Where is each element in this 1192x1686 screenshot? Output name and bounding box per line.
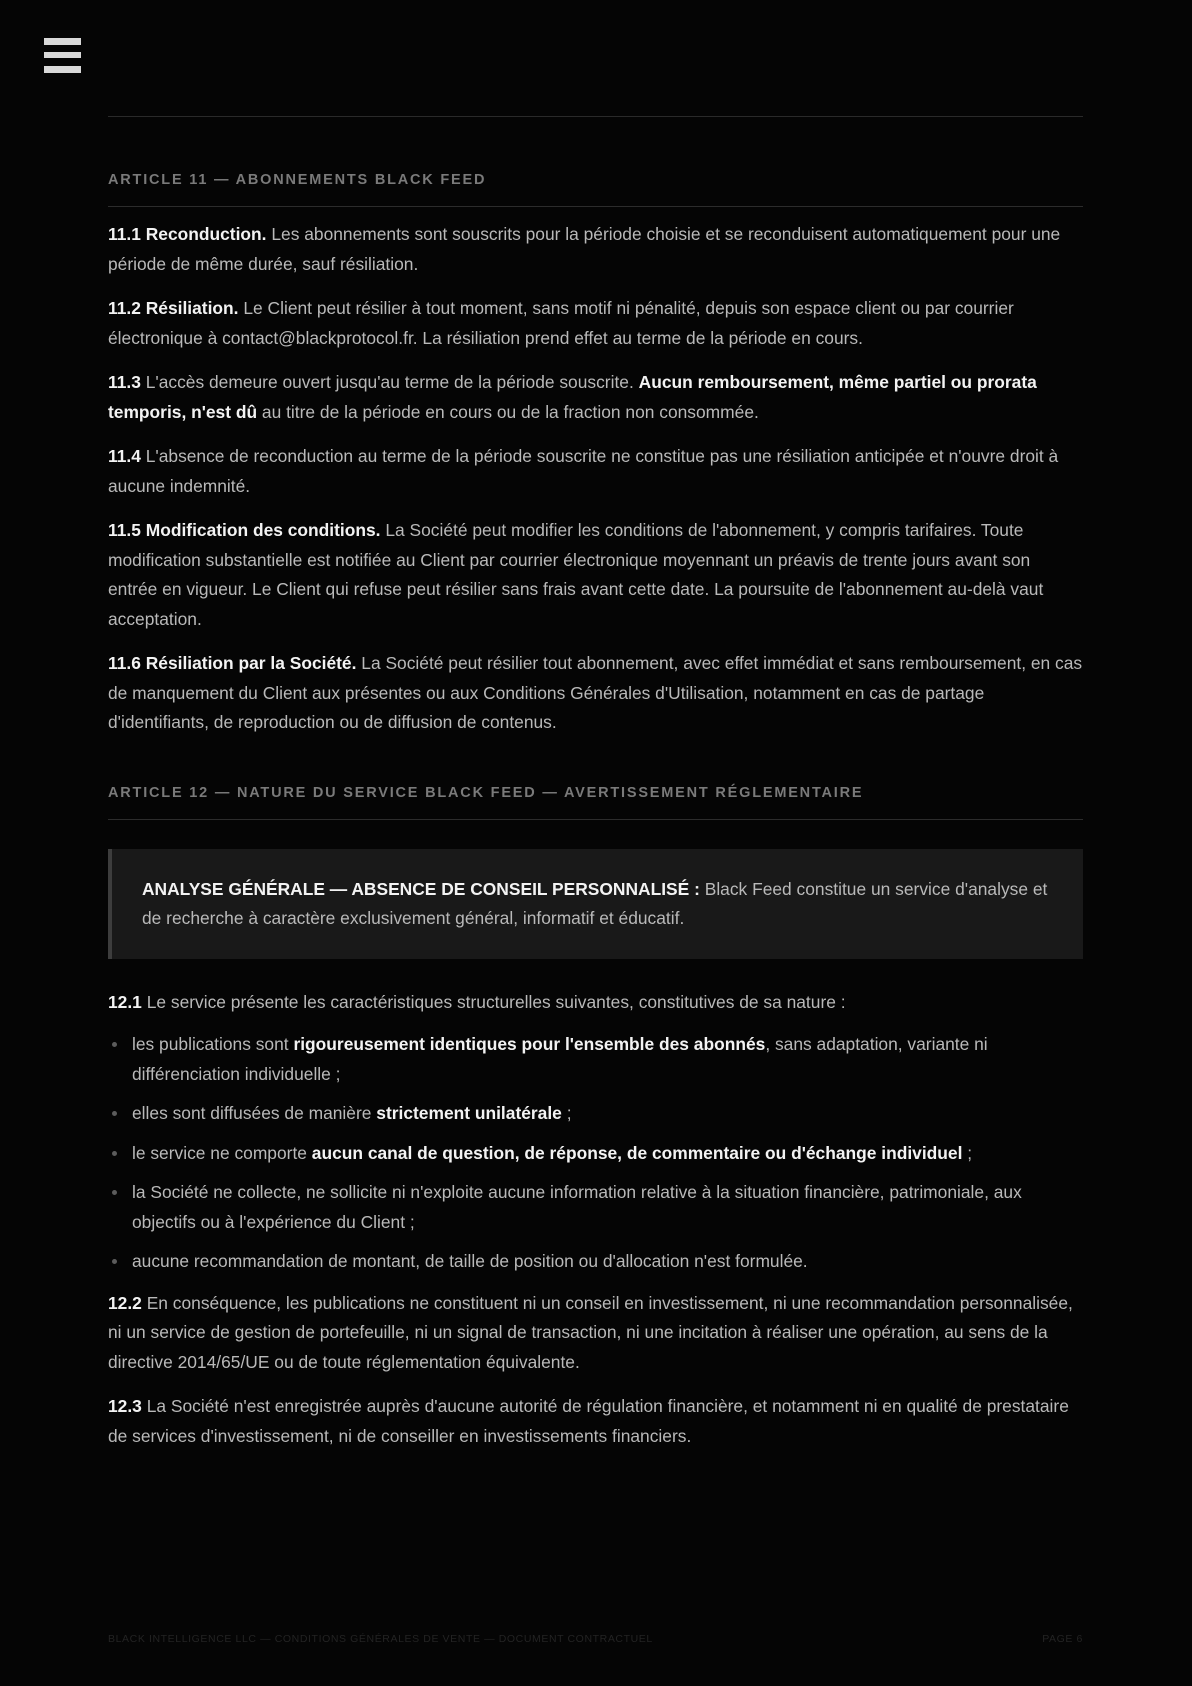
clause-11-5 bbox=[108, 516, 1083, 634]
clause-11-1 bbox=[108, 220, 1083, 279]
warning-callout bbox=[108, 849, 1083, 959]
list-item: le service ne comporte aucun canal de question, de réponse, de commentaire ou d'échange individuel ; bbox=[108, 1139, 1083, 1169]
menu-bar bbox=[44, 38, 81, 45]
clause-number: 12.3 bbox=[108, 1396, 142, 1416]
article-11-heading: ARTICLE 11 — ABONNEMENTS BLACK FEED bbox=[108, 172, 1083, 207]
clause-11-3 bbox=[108, 368, 1083, 427]
clause-emphasis: Aucun remboursement, même partiel ou prorata temporis, n'est dû bbox=[108, 372, 1037, 422]
clause-12-3 bbox=[108, 1392, 1083, 1451]
clause-12-2 bbox=[108, 1289, 1083, 1378]
clause-number: 11.6 bbox=[108, 653, 141, 673]
clause-text: La Société n'est enregistrée auprès d'aucune autorité de régulation financière, et notamment ni en qualité de prestataire de services d'investissement, ni de conseiller en investissements financiers. bbox=[108, 1396, 1069, 1446]
clause-title: Reconduction. bbox=[145, 224, 267, 244]
clause-text: Le service présente les caractéristiques structurelles suivantes, constitutives de sa nature : bbox=[146, 991, 846, 1012]
clause-number: 12.1 bbox=[108, 991, 142, 1012]
clause-12-1 bbox=[108, 988, 1083, 1018]
clause-title: Résiliation. bbox=[145, 298, 239, 318]
clause-text: L'absence de reconduction au terme de la période souscrite ne constitue pas une résiliation anticipée et n'ouvre droit à aucune indemnité. bbox=[108, 446, 1059, 496]
clause-number: 11.2 bbox=[108, 298, 141, 318]
article-12-heading: ARTICLE 12 — NATURE DU SERVICE BLACK FEED — AVERTISSEMENT RÉGLEMENTAIRE bbox=[108, 785, 1083, 820]
callout-title: ANALYSE GÉNÉRALE — ABSENCE DE CONSEIL PERSONNALISÉ : bbox=[142, 878, 700, 899]
clause-text: Les abonnements sont souscrits pour la période choisie et se reconduisent automatiquement pour une période de même durée, sauf résiliation. bbox=[108, 224, 1061, 274]
clause-title: Résiliation par la Société. bbox=[145, 653, 357, 673]
footer-page-number: PAGE 6 bbox=[1042, 1633, 1083, 1645]
clause-text: La Société peut modifier les conditions de l'abonnement, y compris tarifaires. Toute modification substantielle est notifiée au Client par courrier électronique moyennant un préavis de trente jours avant son entrée en vigueur. Le Client qui refuse peut résilier sans frais avant cette date. La poursuite de l'abonnement au-delà vaut acceptation. bbox=[108, 520, 1044, 629]
clause-number: 11.5 bbox=[108, 520, 141, 540]
clause-number: 12.2 bbox=[108, 1292, 142, 1313]
clause-text: L'accès demeure ouvert jusqu'au terme de la période souscrite. bbox=[145, 372, 634, 392]
document-body bbox=[108, 116, 1083, 1451]
bullet-icon bbox=[112, 1111, 117, 1116]
callout-text: Black Feed constitue un service d'analyse et de recherche à caractère exclusivement général, informatif et éducatif. bbox=[142, 878, 1048, 928]
clause-number: 11.4 bbox=[108, 446, 141, 466]
clause-11-2 bbox=[108, 294, 1083, 353]
footer-document-label: BLACK INTELLIGENCE LLC — CONDITIONS GÉNÉRALES DE VENTE — DOCUMENT CONTRACTUEL bbox=[108, 1633, 653, 1645]
menu-bar bbox=[44, 66, 81, 73]
clause-text: En conséquence, les publications ne constituent ni un conseil en investissement, ni une recommandation personnalisée, ni un service de gestion de portefeuille, ni un signal de transaction, ni une incitation à réaliser une opération, au sens de la directive 2014/65/UE ou de toute réglementation équivalente. bbox=[108, 1292, 1073, 1372]
hamburger-menu-icon[interactable] bbox=[44, 38, 81, 74]
clause-number: 11.3 bbox=[108, 372, 141, 392]
characteristics-list bbox=[108, 1030, 1083, 1277]
clause-text: au titre de la période en cours ou de la fraction non consommée. bbox=[261, 401, 759, 422]
menu-bar bbox=[44, 52, 81, 58]
clause-text: Le Client peut résilier à tout moment, sans motif ni pénalité, depuis son espace client ou par courrier électronique à contact@blackprotocol.fr. La résiliation prend effet au terme de la période en cours. bbox=[108, 298, 1014, 348]
list-item: aucune recommandation de montant, de taille de position ou d'allocation n'est formulée. bbox=[108, 1247, 1083, 1277]
bullet-icon bbox=[112, 1259, 117, 1264]
bullet-icon bbox=[112, 1190, 117, 1195]
list-item: la Société ne collecte, ne sollicite ni n'exploite aucune information relative à la situation financière, patrimoniale, aux objectifs ou à l'expérience du Client ; bbox=[108, 1178, 1083, 1237]
clause-11-4 bbox=[108, 442, 1083, 501]
bullet-icon bbox=[112, 1042, 117, 1047]
top-divider bbox=[108, 116, 1083, 117]
list-item: les publications sont rigoureusement identiques pour l'ensemble des abonnés, sans adaptation, variante ni différenciation individuelle ; bbox=[108, 1030, 1083, 1089]
clause-11-6 bbox=[108, 649, 1083, 738]
bullet-icon bbox=[112, 1151, 117, 1156]
clause-title: Modification des conditions. bbox=[145, 520, 381, 540]
list-item: elles sont diffusées de manière strictement unilatérale ; bbox=[108, 1099, 1083, 1129]
page-footer bbox=[108, 1633, 1083, 1645]
clause-text: La Société peut résilier tout abonnement, avec effet immédiat et sans remboursement, en cas de manquement du Client aux présentes ou aux Conditions Générales d'Utilisation, notamment en cas de partage d'identifiants, de reproduction ou de diffusion de contenus. bbox=[108, 653, 1083, 732]
clause-number: 11.1 bbox=[108, 224, 141, 244]
